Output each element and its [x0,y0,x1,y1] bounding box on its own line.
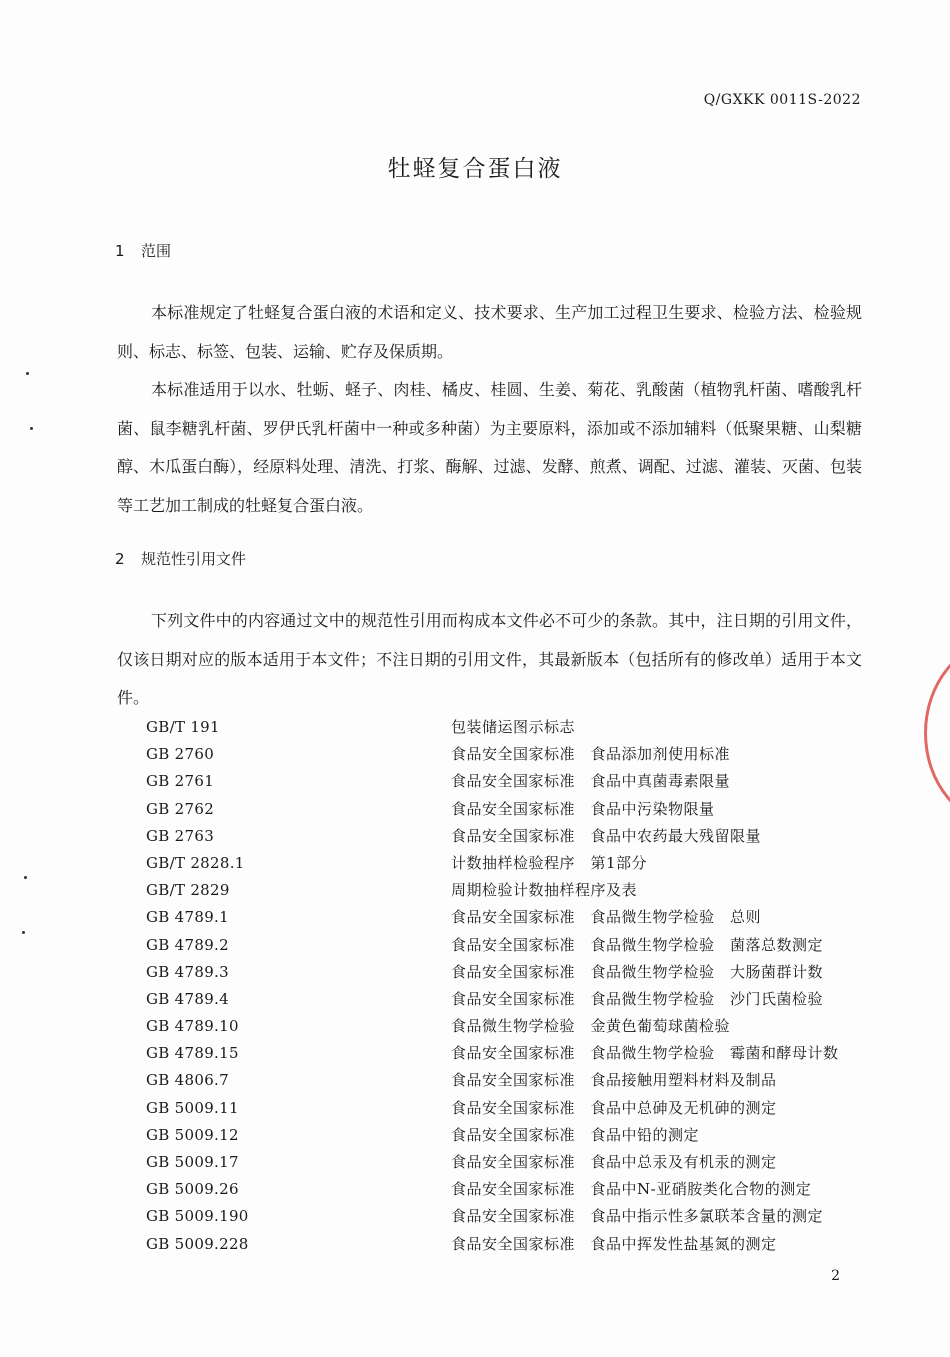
scan-artifact [22,931,25,934]
section-1-heading [115,240,171,261]
reference-code: GB 5009.26 [146,1180,239,1199]
reference-row [146,986,876,1013]
reference-title: 周期检验计数抽样程序及表 [451,881,638,900]
reference-code: GB/T 2828.1 [146,853,245,872]
standard-code: Q/GXKK 0011S-2022 [703,92,861,108]
reference-code: GB 5009.12 [146,1125,239,1144]
reference-row [146,1203,876,1230]
reference-title: 食品安全国家标准 食品中污染物限量 [451,799,715,818]
reference-code: GB 2762 [146,799,215,818]
seal-stamp [920,640,950,820]
reference-row [146,1231,876,1258]
reference-title: 食品安全国家标准 食品微生物学检验 沙门氏菌检验 [451,989,824,1008]
reference-row [146,1095,876,1122]
reference-row [146,823,876,850]
seal-ring [924,640,950,820]
reference-row [146,904,876,931]
reference-row [146,850,876,877]
reference-code: GB 4789.4 [146,989,229,1008]
reference-row [146,768,876,795]
scan-artifact [30,427,33,430]
reference-code: GB 5009.228 [146,1234,249,1253]
reference-row [146,932,876,959]
section-2-paragraph-1: 下列文件中的内容通过文中的规范性引用而构成本文件必不可少的条款。其中，注日期的引用文件，仅该日期对应的版本适用于本文件；不注日期的引用文件，其最新版本（包括所有的修改单）适用于本文件。 [117,611,862,707]
reference-row [146,1176,876,1203]
scan-artifact [24,876,27,879]
reference-code: GB 2763 [146,826,215,845]
reference-row [146,959,876,986]
reference-code: GB/T 2829 [146,881,230,900]
section-title: 规范性引用文件 [141,550,247,568]
reference-code: GB 5009.190 [146,1207,249,1226]
reference-row [146,741,876,768]
reference-title: 食品安全国家标准 食品微生物学检验 大肠菌群计数 [451,962,824,981]
reference-title: 食品安全国家标准 食品添加剂使用标准 [451,745,731,764]
reference-row [146,796,876,823]
reference-title: 食品安全国家标准 食品中总汞及有机汞的测定 [451,1153,777,1171]
document-title: 牡蛏复合蛋白液 [387,156,563,182]
reference-title: 食品安全国家标准 食品中N-亚硝胺类化合物的测定 [451,1180,812,1199]
reference-title: 食品安全国家标准 食品接触用塑料材料及制品 [451,1071,777,1090]
reference-title: 包装储运图示标志 [451,718,576,736]
reference-code: GB 5009.11 [146,1098,239,1117]
reference-row [146,1040,876,1067]
page-number: 2 [831,1268,840,1284]
reference-title: 食品安全国家标准 食品微生物学检验 菌落总数测定 [451,935,824,954]
reference-title: 食品安全国家标准 食品中总砷及无机砷的测定 [451,1098,777,1117]
reference-title: 食品安全国家标准 食品中指示性多氯联苯含量的测定 [451,1207,824,1226]
reference-title: 计数抽样检验程序 第1部分 [451,853,648,872]
reference-code: GB 4789.3 [146,962,229,981]
reference-row [146,1013,876,1040]
reference-title: 食品安全国家标准 食品中农药最大残留限量 [451,826,762,845]
section-1-paragraph-1: 本标准规定了牡蛏复合蛋白液的术语和定义、技术要求、生产加工过程卫生要求、检验方法、检验规则、标志、标签、包装、运输、贮存及保质期。 [117,303,862,361]
reference-code: GB 2761 [146,772,215,791]
reference-code: GB 2760 [146,745,215,764]
reference-title: 食品安全国家标准 食品微生物学检验 总则 [451,908,762,927]
reference-title: 食品安全国家标准 食品中挥发性盐基氮的测定 [451,1234,777,1253]
reference-code: GB 5009.17 [146,1153,239,1171]
reference-code: GB 4806.7 [146,1071,229,1090]
reference-code: GB 4789.2 [146,935,229,954]
section-title: 范围 [141,242,172,260]
reference-row [146,1149,876,1176]
reference-title: 食品微生物学检验 金黄色葡萄球菌检验 [451,1017,731,1036]
reference-code: GB 4789.15 [146,1044,239,1063]
reference-list [146,714,876,1258]
reference-code: GB 4789.10 [146,1017,239,1036]
section-number: 1 [115,242,125,260]
reference-title: 食品安全国家标准 食品微生物学检验 霉菌和酵母计数 [451,1044,839,1063]
reference-title: 食品安全国家标准 食品中真菌毒素限量 [451,772,731,791]
reference-row [146,877,876,904]
reference-code: GB 4789.1 [146,908,229,927]
reference-row [146,1122,876,1149]
section-number: 2 [115,550,125,568]
reference-title: 食品安全国家标准 食品中铅的测定 [451,1125,700,1144]
section-2-heading [115,548,246,569]
scan-artifact [26,372,29,375]
reference-row [146,714,876,741]
reference-code: GB/T 191 [146,718,220,736]
section-1-paragraph-2: 本标准适用于以水、牡蛎、蛏子、肉桂、橘皮、桂圆、生姜、菊花、乳酸菌（植物乳杆菌、嗜酸乳杆菌、鼠李糖乳杆菌、罗伊氏乳杆菌中一种或多种菌）为主要原料，添加或不添加辅料（低聚果糖、山梨糖醇、木瓜蛋白酶），经原料处理、清洗、打浆、酶解、过滤、发酵、煎煮、调配、过滤、灌装、灭菌、包装等工艺加工制成的牡蛏复合蛋白液。 [117,380,862,515]
reference-row [146,1067,876,1094]
